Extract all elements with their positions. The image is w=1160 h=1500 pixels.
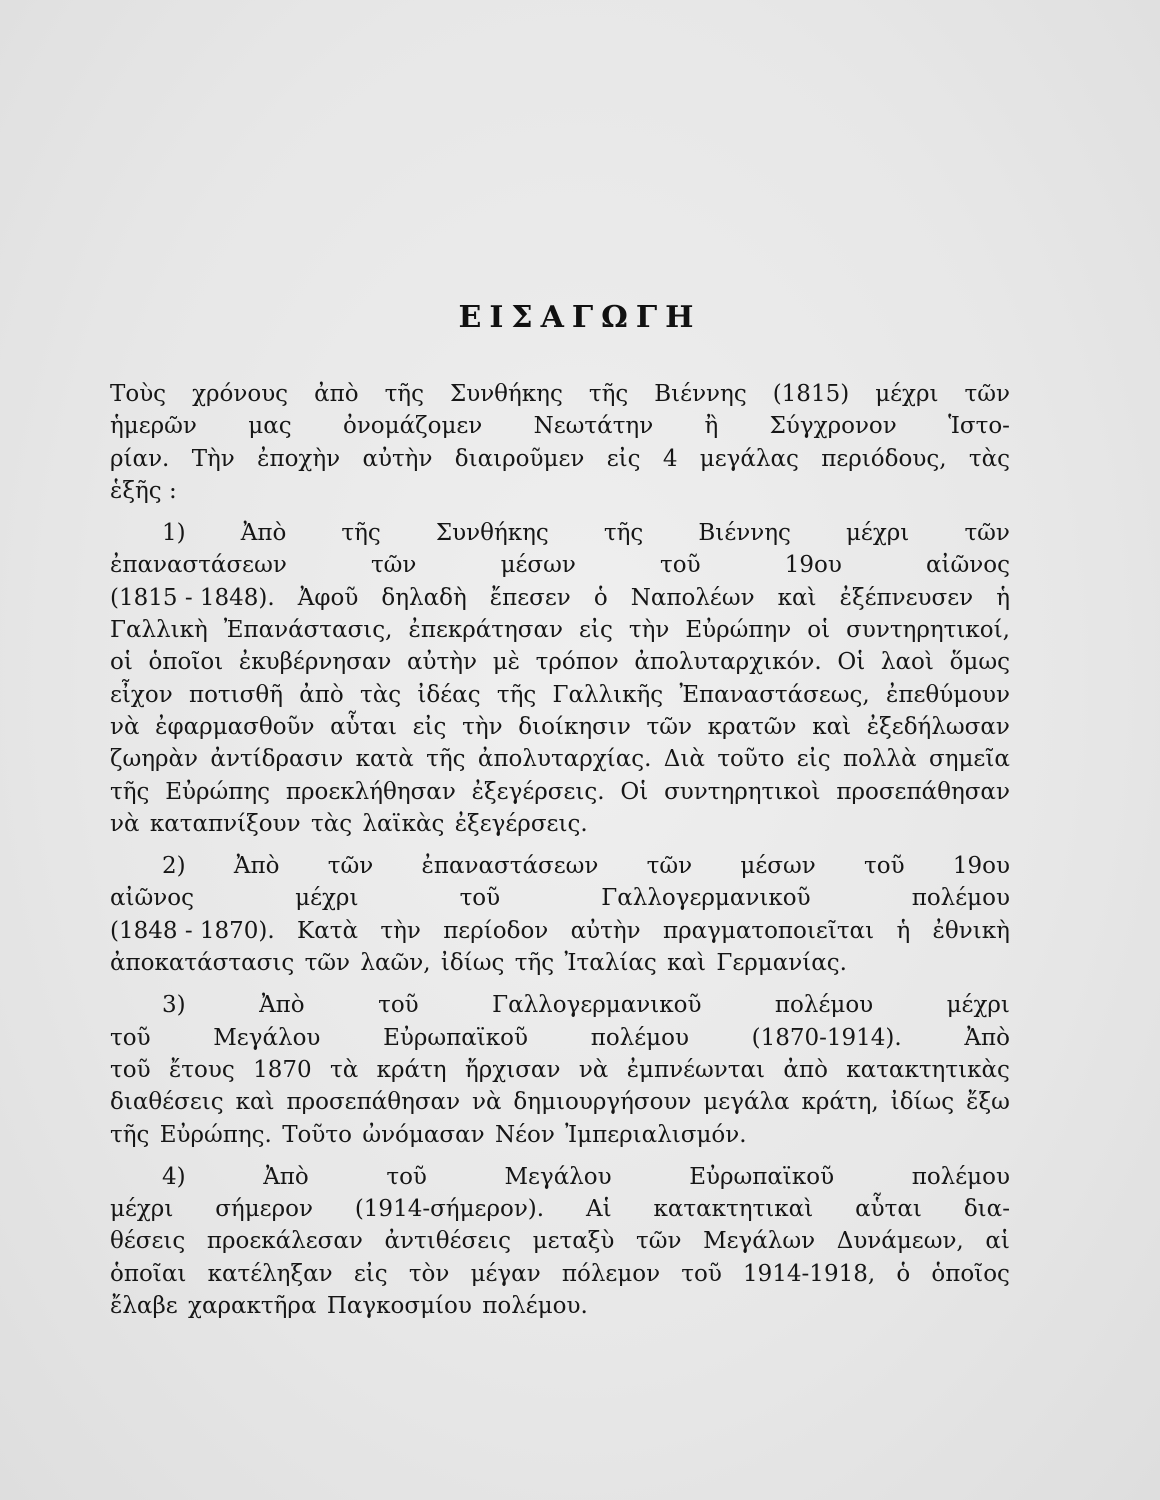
word: Τοὺς — [110, 381, 167, 407]
paragraph-gap — [110, 507, 1010, 517]
text-line — [110, 1054, 1010, 1086]
word: προεκλήθησαν — [285, 778, 456, 805]
word: ἀποκατάστασις — [110, 950, 295, 977]
word: λαοὶ — [880, 649, 934, 676]
word: τῆς — [384, 381, 424, 407]
word: ἐπαναστάσεων — [421, 853, 599, 880]
word: πραγματοποιεῖται — [662, 917, 875, 944]
word: μέγαν — [470, 1260, 541, 1287]
word: τῶν — [646, 713, 692, 740]
text-line — [110, 850, 1010, 882]
word: Γαλλογερμανικοῦ — [601, 885, 811, 912]
word: 4 — [662, 445, 678, 472]
word: καὶ — [667, 950, 707, 977]
word: ἀπὸ — [299, 681, 344, 708]
word: διοίκησιν — [518, 713, 631, 740]
text-line — [110, 1119, 1010, 1151]
word: ὅμως — [949, 649, 1010, 676]
word: 3) — [162, 992, 186, 1019]
word: Ἀπὸ — [233, 853, 280, 880]
word: 19ου — [784, 552, 842, 579]
text-line — [110, 1290, 1010, 1322]
word: κατέληξαν — [207, 1260, 333, 1287]
word: μέχρι — [875, 381, 939, 407]
word: Εὐρωπαϊκοῦ — [689, 1163, 835, 1190]
word: Δυνάμεων, — [836, 1228, 964, 1255]
word: συντηρητικοὶ — [664, 778, 821, 805]
word: ὁποῖος — [931, 1260, 1010, 1287]
word: σημεῖα — [929, 746, 1010, 773]
word: διαθέσεις — [110, 1089, 224, 1116]
word: μέσων — [500, 552, 576, 579]
word: Μεγάλου — [504, 1163, 612, 1190]
word: πολέμου — [774, 992, 874, 1019]
word: περίοδον — [443, 917, 549, 944]
word: ἐφαρμασθοῦν — [155, 713, 315, 740]
word: Τοῦτο — [282, 1121, 352, 1148]
word: τὸν — [408, 1260, 450, 1287]
word: ἡ — [996, 584, 1010, 611]
word: Σύγχρονον — [769, 413, 897, 440]
word: ἰδέας — [417, 681, 481, 708]
word: (1848 - 1870). — [110, 917, 275, 944]
word: ὁ — [593, 584, 608, 611]
word: λαϊκὰς — [362, 810, 445, 837]
word: Ἀπὸ — [263, 1163, 309, 1190]
word: νὰ — [110, 810, 140, 837]
word: Γαλλογερμανικοῦ — [492, 992, 702, 1019]
word: 4) — [162, 1163, 186, 1190]
word: προσεπάθησαν — [836, 778, 1010, 805]
text-line — [110, 743, 1010, 775]
word: τῆς — [514, 950, 555, 977]
word: τὴν — [628, 617, 670, 644]
word: τὰς — [310, 810, 353, 837]
word: κατακτητικὰς — [846, 1056, 1010, 1083]
word: ἐπεκράτησαν — [408, 617, 564, 644]
word: Εὐρώπης. — [159, 1121, 272, 1148]
text-line — [110, 947, 1010, 979]
word: ἐκυβέρνησαν — [238, 649, 392, 676]
word: οἱ — [110, 649, 133, 676]
word: τῶν — [964, 381, 1010, 407]
word: τὰς — [968, 445, 1010, 472]
word: πολέμου — [590, 1024, 689, 1051]
word: χρόνους — [192, 381, 289, 407]
word: τῶν — [327, 853, 374, 880]
text-line — [110, 475, 1010, 507]
word: ἡ — [896, 917, 911, 944]
text-line — [110, 1258, 1010, 1290]
text-line — [110, 378, 1010, 410]
word: τοῦ — [864, 853, 905, 880]
text-line — [110, 808, 1010, 840]
text-line — [110, 776, 1010, 808]
text-line — [110, 410, 1010, 442]
word: οἱ — [807, 617, 831, 644]
word: τοῦ — [681, 1260, 722, 1287]
word: ἤρχισαν — [464, 1056, 561, 1083]
word: κράτη, — [801, 1089, 879, 1116]
word: πολέμου — [911, 1163, 1010, 1190]
word: πολλὰ — [842, 746, 917, 773]
word: τῆς — [110, 1121, 150, 1148]
word: τῆς — [110, 778, 150, 805]
word: Ἱστο- — [948, 413, 1010, 440]
word: αἰῶνος — [110, 885, 195, 912]
text-line — [110, 989, 1010, 1021]
word: 2) — [162, 853, 186, 880]
word: μὲ — [492, 649, 520, 676]
word: ἑξῆς : — [110, 477, 177, 504]
word: ἔτους — [168, 1056, 235, 1083]
word: Νεωτάτην — [533, 413, 654, 440]
word: περιόδους, — [821, 445, 947, 472]
word: ὀνομάζομεν — [342, 413, 483, 440]
word: τοῦ — [459, 885, 501, 912]
word: (1914-σήμερον). — [354, 1196, 545, 1223]
word: εἰς — [412, 713, 447, 740]
word: Ἀπὸ — [964, 1024, 1010, 1051]
word: λαῶν, — [360, 950, 431, 977]
word: Ἐπανάστασις, — [223, 617, 393, 644]
word: ἀπὸ — [783, 1056, 828, 1083]
body-text — [110, 378, 1010, 1322]
word: μέσων — [740, 853, 816, 880]
word: μεγάλα — [703, 1089, 790, 1116]
word: καταπνίξουν — [149, 810, 301, 837]
word: ἔλαβε — [110, 1293, 178, 1320]
word: συντηρητικοί, — [846, 617, 1010, 644]
word: 1870 — [253, 1056, 312, 1083]
word: θέσεις — [110, 1228, 186, 1255]
word: σήμερον — [215, 1196, 313, 1223]
word: Οἱ — [837, 649, 866, 676]
text-line — [110, 882, 1010, 914]
word: νὰ — [110, 713, 140, 740]
text-line — [110, 1161, 1010, 1193]
paragraph — [110, 517, 1010, 840]
word: 19ου — [952, 853, 1010, 880]
word: πολέμου — [911, 885, 1010, 912]
text-line — [110, 582, 1010, 614]
word: ζωηρὰν — [110, 746, 199, 773]
word: τῶν — [304, 950, 351, 977]
word: τῶν — [636, 1228, 682, 1255]
word: τῆς — [603, 520, 644, 547]
word: τῆς — [341, 520, 381, 547]
word: ἰδίως — [440, 950, 505, 977]
word: Ἀπὸ — [259, 992, 305, 1019]
text-line — [110, 517, 1010, 549]
word: Ἰταλίας — [564, 950, 657, 977]
word: Βιέννης — [654, 381, 747, 407]
word: τοῦ — [378, 992, 419, 1019]
word: αὐτὴν — [570, 917, 641, 944]
word: τοῦ — [386, 1163, 427, 1190]
word: δια- — [963, 1196, 1010, 1223]
word: ἀπὸ — [314, 381, 359, 407]
word: ἔπεσεν — [489, 584, 571, 611]
word: Διὰ — [663, 746, 705, 773]
word: αὗται — [330, 713, 397, 740]
word: ἀπολυταρχίας. — [477, 746, 652, 773]
word: δηλαδὴ — [381, 584, 467, 611]
word: Μεγάλου — [213, 1024, 321, 1051]
word: τῶν — [370, 552, 417, 579]
word: Οἱ — [620, 778, 649, 805]
word: κράτη — [376, 1056, 447, 1083]
word: Ναπολέων — [630, 584, 755, 611]
word: ἐμπνέωνται — [626, 1056, 766, 1083]
text-line — [110, 1022, 1010, 1054]
word: Συνθήκης — [449, 381, 563, 407]
word: μέχρι — [845, 520, 910, 547]
word: τὰς — [360, 681, 402, 708]
word: (1870-1914). — [751, 1024, 902, 1051]
word: τῆς — [496, 681, 537, 708]
word: τοῦ — [110, 1024, 151, 1051]
word: πόλεμον — [561, 1260, 661, 1287]
word: ἔξω — [966, 1089, 1010, 1116]
word: ὠνόμασαν — [362, 1121, 485, 1148]
word: ἀπολυταρχικόν. — [634, 649, 822, 676]
word: τὴν — [380, 917, 421, 944]
word: ὁ — [896, 1260, 911, 1287]
word: Ἰμπεριαλισμόν. — [565, 1121, 747, 1148]
word: Γαλλικῆς — [552, 681, 664, 708]
word: μεταξὺ — [532, 1228, 615, 1255]
word: ἐποχὴν — [257, 445, 341, 472]
paragraph — [110, 850, 1010, 979]
word: εἰς — [579, 617, 613, 644]
word: καὶ — [235, 1089, 275, 1116]
word: αὐτὴν — [362, 445, 433, 472]
word: Εὐρώπης — [165, 778, 271, 805]
word: μεγάλας — [699, 445, 799, 472]
word: μέχρι — [110, 1196, 174, 1223]
word: κρατῶν — [707, 713, 797, 740]
word: αἰῶνος — [925, 552, 1010, 579]
word: Γερμανίας. — [716, 950, 847, 977]
paragraph-gap — [110, 840, 1010, 850]
word: Αἱ — [585, 1196, 612, 1223]
word: ἢ — [704, 413, 719, 440]
word: Βιέννης — [698, 520, 791, 547]
paragraph-gap — [110, 979, 1010, 989]
word: τοῦ — [110, 1056, 151, 1083]
word: ποτισθῆ — [188, 681, 283, 708]
word: νὰ — [471, 1089, 502, 1116]
paragraph — [110, 378, 1010, 507]
word: 1914-1918, — [743, 1260, 876, 1287]
word: ἐπεθύμουν — [886, 681, 1010, 708]
word: καὶ — [812, 713, 852, 740]
word: (1815 - 1848). — [110, 584, 275, 611]
word: αὐτὴν — [407, 649, 478, 676]
word: Νέον — [494, 1121, 555, 1148]
paragraph-gap — [110, 1151, 1010, 1161]
text-line — [110, 1193, 1010, 1225]
word: εἰς — [353, 1260, 388, 1287]
word: ἰδίως — [890, 1089, 955, 1116]
word: δημιουργήσουν — [513, 1089, 692, 1116]
word: αἱ — [985, 1228, 1010, 1255]
word: μας — [248, 413, 292, 440]
word: χαρακτῆρα — [188, 1293, 317, 1320]
word: εἶχον — [110, 681, 173, 708]
paragraph — [110, 1161, 1010, 1322]
word: Κατὰ — [297, 917, 359, 944]
word: τὴν — [462, 713, 503, 740]
word: τοῦ — [660, 552, 701, 579]
word: Εὐρώπην — [685, 617, 792, 644]
word: ὁποῖαι — [110, 1260, 187, 1287]
word: τῶν — [646, 853, 693, 880]
word: προσεπάθησαν — [286, 1089, 461, 1116]
word: τῆς — [426, 746, 466, 773]
word: Τὴν — [191, 445, 235, 472]
word: Ἐπαναστάσεως, — [679, 681, 870, 708]
word: Εὐρωπαϊκοῦ — [383, 1024, 529, 1051]
word: ἀντιθέσεις — [384, 1228, 512, 1255]
paragraph — [110, 989, 1010, 1150]
text-line — [110, 443, 1010, 475]
word: Συνθήκης — [435, 520, 549, 547]
word: καὶ — [777, 584, 817, 611]
word: Μεγάλων — [703, 1228, 816, 1255]
word: προεκάλεσαν — [206, 1228, 363, 1255]
word: ἐπαναστάσεων — [110, 552, 287, 579]
chapter-heading: ΕΙΣΑΓΩΓΗ — [458, 300, 702, 335]
word: ρίαν. — [110, 445, 170, 472]
text-line — [110, 549, 1010, 581]
text-line — [110, 679, 1010, 711]
word: μέχρι — [295, 885, 359, 912]
text-line — [110, 614, 1010, 646]
word: νὰ — [578, 1056, 609, 1083]
word: μέχρι — [946, 992, 1010, 1019]
word: τρόπον — [535, 649, 619, 676]
text-line — [110, 1086, 1010, 1118]
word: Ἀπὸ — [240, 520, 287, 547]
word: ἀντίδρασιν — [210, 746, 344, 773]
word: κατακτητικαὶ — [653, 1196, 814, 1223]
word: πολέμου. — [482, 1293, 588, 1320]
word: Ἀφοῦ — [297, 584, 359, 611]
text-line — [110, 711, 1010, 743]
word: Γαλλικὴ — [110, 617, 208, 644]
word: τῶν — [964, 520, 1010, 547]
word: τοῦτο — [717, 746, 785, 773]
text-line — [110, 915, 1010, 947]
word: ἐξεγέρσεις. — [454, 810, 588, 837]
word: ἐξεδήλωσαν — [866, 713, 1010, 740]
word: διαιροῦμεν — [454, 445, 585, 472]
word: εἰς — [606, 445, 641, 472]
word: ὁποῖοι — [148, 649, 224, 676]
word: κατὰ — [355, 746, 414, 773]
text-line — [110, 646, 1010, 678]
word: 1) — [162, 520, 186, 547]
word: αὗται — [855, 1196, 922, 1223]
word: τὰ — [330, 1056, 359, 1083]
word: τῆς — [588, 381, 629, 407]
word: ἐθνικὴ — [932, 917, 1010, 944]
word: ἐξέπνευσεν — [839, 584, 974, 611]
word: (1815) — [772, 381, 850, 407]
word: εἰς — [796, 746, 831, 773]
word: Παγκοσμίου — [326, 1293, 472, 1320]
word: ἐξεγέρσεις. — [471, 778, 605, 805]
word: ἡμερῶν — [110, 413, 197, 440]
text-line — [110, 1225, 1010, 1257]
